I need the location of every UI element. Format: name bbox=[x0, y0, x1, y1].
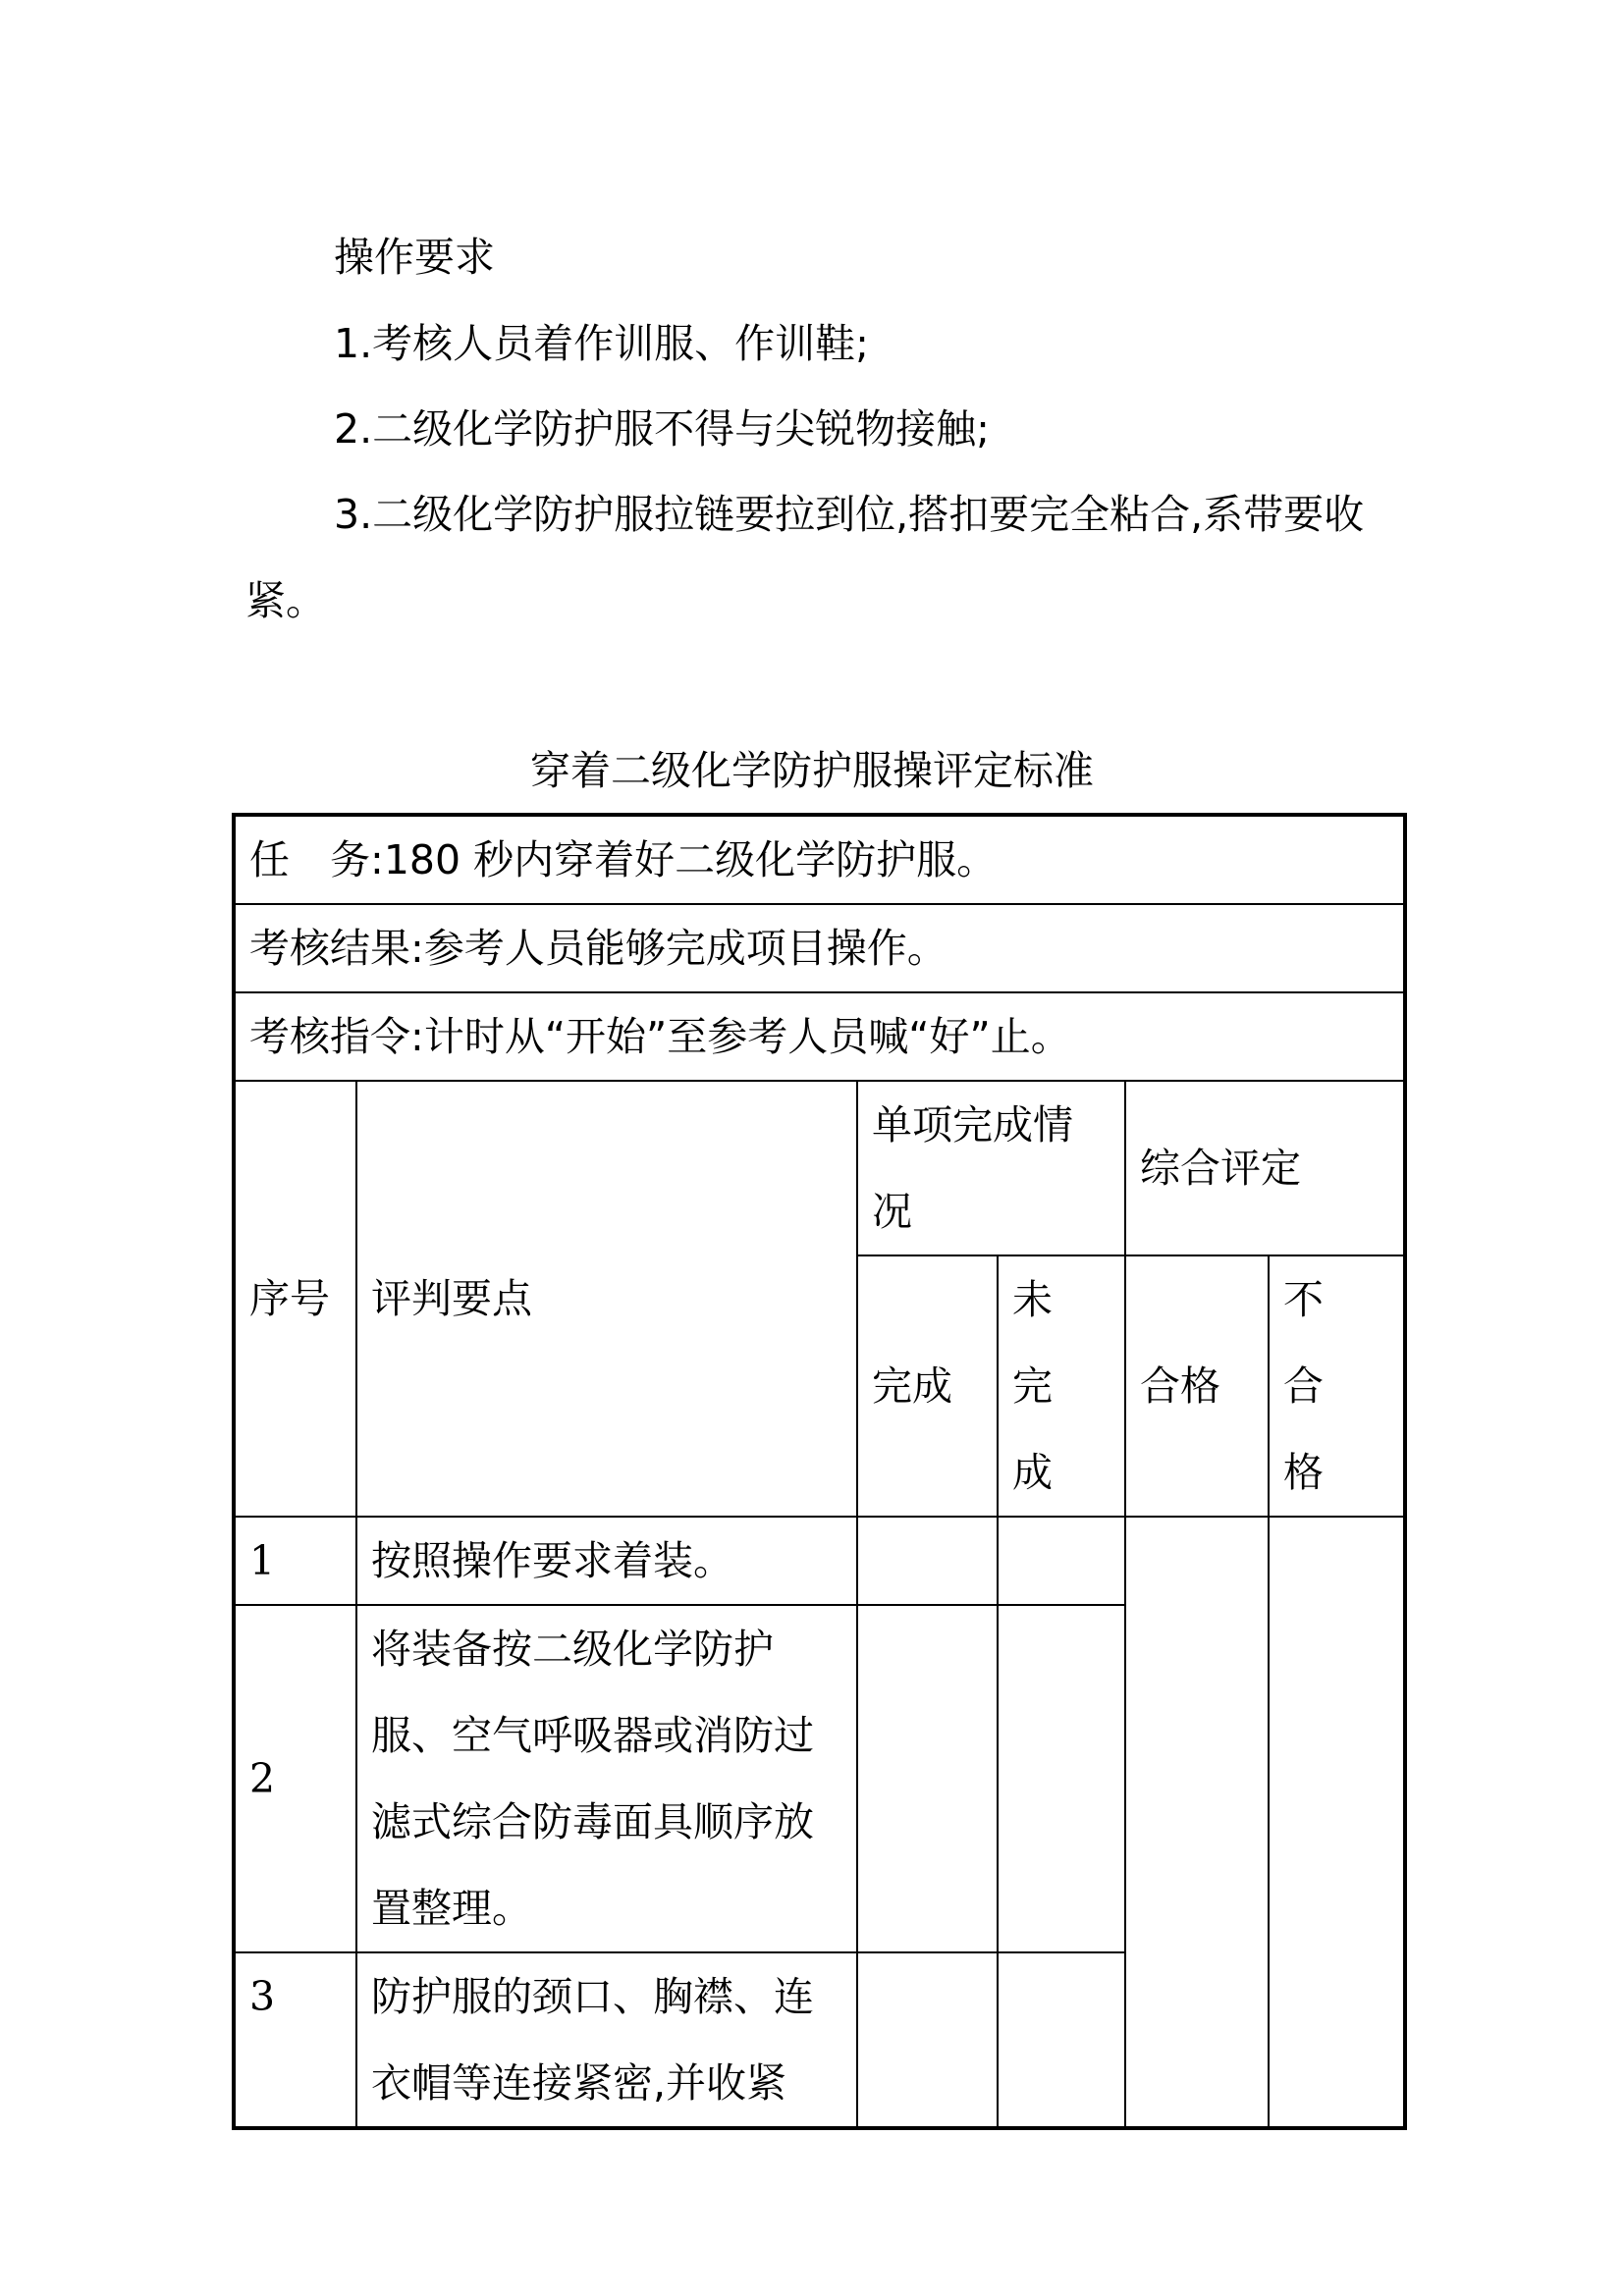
command-row: 考核指令:计时从“开始”至参考人员喊“好”止。 bbox=[234, 992, 1405, 1081]
header-fail: 不合格 bbox=[1269, 1255, 1405, 1517]
row-done-cell bbox=[857, 1605, 998, 1952]
table-title: 穿着二级化学防护服操评定标准 bbox=[530, 747, 1094, 794]
header-done: 完成 bbox=[857, 1255, 998, 1517]
row-point: 按照操作要求着装。 bbox=[356, 1517, 857, 1605]
header-seq: 序号 bbox=[234, 1081, 356, 1517]
header-not-done: 未完成 bbox=[998, 1255, 1125, 1517]
result-row: 考核结果:参考人员能够完成项目操作。 bbox=[234, 904, 1405, 992]
requirement-item: 2.二级化学防护服不得与尖锐物接触; bbox=[334, 405, 990, 453]
row-done-cell bbox=[857, 1517, 998, 1605]
requirement-item: 3.二级化学防护服拉链要拉到位,搭扣要完全粘合,系带要收紧。 bbox=[245, 491, 1365, 624]
task-row: 任 务:180 秒内穿着好二级化学防护服。 bbox=[234, 815, 1405, 904]
row-not-done-cell bbox=[998, 1517, 1125, 1605]
header-overall-rating: 综合评定 bbox=[1125, 1081, 1405, 1255]
row-not-done-cell bbox=[998, 1605, 1125, 1952]
row-seq: 3 bbox=[234, 1952, 356, 2128]
pass-cell bbox=[1125, 1517, 1269, 2128]
header-points: 评判要点 bbox=[356, 1081, 857, 1517]
row-not-done-cell bbox=[998, 1952, 1125, 2128]
header-pass: 合格 bbox=[1125, 1255, 1269, 1517]
fail-cell bbox=[1269, 1517, 1405, 2128]
row-point: 将装备按二级化学防护服、空气呼吸器或消防过滤式综合防毒面具顺序放置整理。 bbox=[356, 1605, 857, 1952]
evaluation-table bbox=[232, 813, 1407, 2130]
requirements-heading: 操作要求 bbox=[334, 234, 495, 281]
row-seq: 1 bbox=[234, 1517, 356, 1605]
row-seq: 2 bbox=[234, 1605, 356, 1952]
requirement-item: 1.考核人员着作训服、作训鞋; bbox=[334, 320, 869, 367]
row-point: 防护服的颈口、胸襟、连衣帽等连接紧密,并收紧 bbox=[356, 1952, 857, 2128]
row-done-cell bbox=[857, 1952, 998, 2128]
header-single-completion: 单项完成情况 bbox=[857, 1081, 1125, 1255]
